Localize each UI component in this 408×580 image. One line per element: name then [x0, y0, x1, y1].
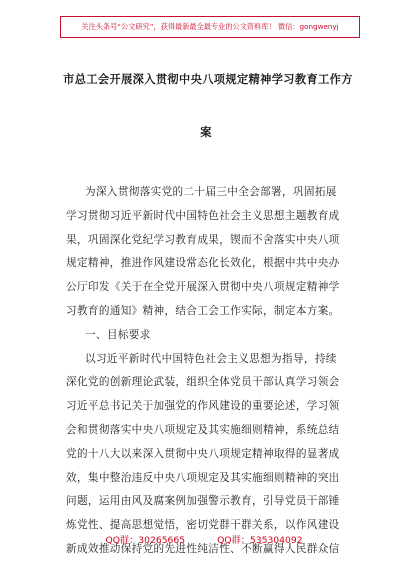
- document-title-line-2: 案: [200, 126, 212, 139]
- promo-banner-text: 关注头条号“公文研究”，获得最新最全最专业的公文资料库！ 微信：gongwenyj: [81, 22, 339, 31]
- document-title-line-1: 市总工会开展深入贯彻中央八项规定精神学习教育工作方: [63, 73, 353, 86]
- footer-qq-group-1: QQ群：30265665: [105, 535, 186, 546]
- section-heading: [66, 324, 366, 348]
- paragraph-intro: [66, 181, 366, 324]
- text-line: 为深入贯彻落实党的二十届三中全会部署，巩固拓展: [85, 186, 337, 198]
- text-line: 公厅印发《关于在全党开展深入贯彻中央八项规定精神学: [66, 281, 340, 294]
- text-line: 会和贯彻落实中央八项规定及其实施细则精神，系统总结: [66, 423, 340, 436]
- footer-contact: [0, 532, 408, 548]
- text-line: 学习贯彻习近平新时代中国特色社会主义思想主题教育成: [66, 209, 340, 222]
- text-line: 以习近平新时代中国特色社会主义思想为指导，持续: [85, 352, 337, 365]
- text-line: 果，巩固深化党纪学习教育成果，锲而不舍落实中央八项: [66, 233, 340, 246]
- text-line: 效，集中整治违反中央八项规定及其实施细则精神的突出: [66, 471, 340, 484]
- text-line: 新成效推动保持党的先进性纯洁性、不断赢得人民群众信: [66, 542, 340, 555]
- paragraph-goals: [66, 348, 366, 562]
- text-line: 习教育的通知》精神，结合工会工作实际，制定本方案。: [66, 304, 340, 317]
- document-body: [66, 181, 366, 562]
- promo-banner: [60, 16, 360, 38]
- footer-qq-group-2: QQ群：535304092: [217, 535, 303, 546]
- text-line: 习近平总书记关于加强党的作风建设的重要论述，学习领: [66, 400, 340, 413]
- text-line: 炼党性、提高思想觉悟，密切党群干群关系，以作风建设: [66, 519, 340, 532]
- section-heading-text: 一、目标要求: [85, 328, 151, 341]
- text-line: 党的十八大以来深入贯彻中央八项规定精神取得的显著成: [66, 447, 340, 460]
- text-line: 问题，运用由风及腐案例加强警示教育，引导党员干部锤: [66, 495, 340, 508]
- text-line: 深化党的创新理论武装，组织全体党员干部认真学习领会: [66, 376, 340, 389]
- text-line: 规定精神，推进作风建设常态化长效化，根据中共中央办: [66, 257, 340, 270]
